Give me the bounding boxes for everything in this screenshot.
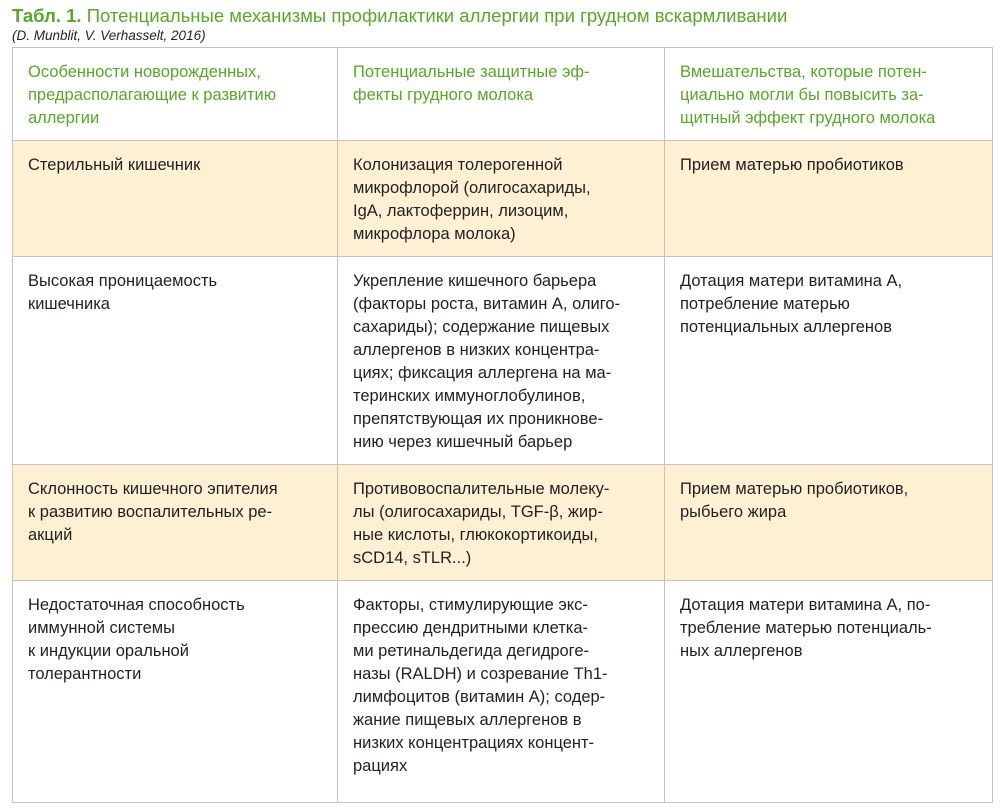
caption-label: Табл. 1. [12, 5, 82, 26]
caption-title-text: Потенциальные механизмы профилактики аллергии при грудном вскармливании [81, 5, 788, 26]
cell-protective-effect: Противовоспалительные молеку- лы (олигосахариды, TGF-β, жир- ные кислоты, глюкокортикоиды, sCD14, sTLR...) [338, 465, 665, 581]
header-interventions: Вмешательства, которые потен- циально могли бы повысить за- щитный эффект грудного молока [665, 48, 993, 141]
table-row [13, 581, 993, 803]
cell-newborn-feature: Склонность кишечного эпителия к развитию воспалительных ре- акций [13, 465, 338, 581]
table-caption [12, 4, 992, 45]
caption-title [12, 4, 992, 27]
table-row [13, 141, 993, 257]
cell-newborn-feature: Недостаточная способность иммунной системы к индукции оральной толерантности [13, 581, 338, 803]
table-row [13, 465, 993, 581]
caption-source: (D. Munblit, V. Verhasselt, 2016) [12, 28, 206, 43]
header-newborn-features: Особенности новорожденных, предрасполагающие к развитию аллергии [13, 48, 338, 141]
cell-intervention: Дотация матери витамина А, потребление матерью потенциальных аллергенов [665, 257, 993, 465]
cell-intervention: Дотация матери витамина А, по- требление матерью потенциаль- ных аллергенов [665, 581, 993, 803]
cell-protective-effect: Укрепление кишечного барьера (факторы роста, витамин А, олиго- сахариды); содержание пищевых аллергенов в низких концентра- циях; фиксация аллергена на ма- теринских иммуноглобулинов, препятствующая их проникнове- нию через кишечный барьер [338, 257, 665, 465]
header-milk-protective-effects: Потенциальные защитные эф- фекты грудного молока [338, 48, 665, 141]
cell-newborn-feature: Стерильный кишечник [13, 141, 338, 257]
table-row [13, 257, 993, 465]
table-header-row [13, 48, 993, 141]
cell-intervention: Прием матерью пробиотиков [665, 141, 993, 257]
cell-protective-effect: Колонизация толерогенной микрофлорой (олигосахариды, IgA, лактоферрин, лизоцим, микрофлора молока) [338, 141, 665, 257]
cell-protective-effect: Факторы, стимулирующие экс- прессию дендритными клетка- ми ретинальдегида дегидроге- назы (RALDH) и созревание Th1- лимфоцитов (витамин А); содер- жание пищевых аллергенов в низких концентрациях концент- рациях [338, 581, 665, 803]
cell-intervention: Прием матерью пробиотиков, рыбьего жира [665, 465, 993, 581]
allergy-prevention-table [12, 47, 993, 803]
cell-newborn-feature: Высокая проницаемость кишечника [13, 257, 338, 465]
